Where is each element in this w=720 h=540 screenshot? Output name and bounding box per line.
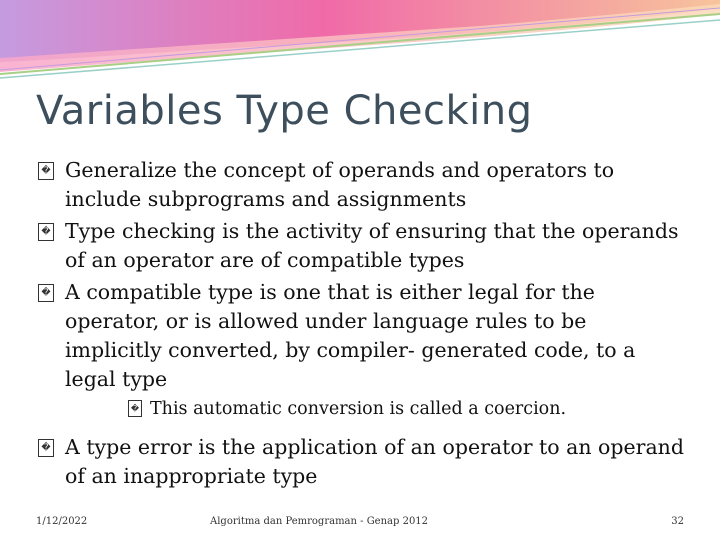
bullet-text: Type checking is the activity of ensuring that the operands of an operator are of compatible types	[65, 219, 679, 272]
bullet-marker-icon: �	[38, 223, 54, 241]
bullet-item	[38, 433, 688, 491]
bullet-text: Generalize the concept of operands and operators to include subprograms and assignments	[65, 158, 615, 211]
bullet-marker-icon: �	[38, 439, 54, 457]
bullet-marker-icon: �	[38, 162, 54, 180]
sub-bullet-text: This automatic conversion is called a coercion.	[150, 399, 567, 419]
bullet-marker-icon: �	[38, 284, 54, 302]
bullet-item	[38, 278, 688, 394]
footer-page-number: 32	[671, 516, 684, 527]
bullet-item	[38, 156, 688, 214]
slide-title: Variables Type Checking	[36, 88, 533, 134]
bullet-text: A compatible type is one that is either legal for the operator, or is allowed under language rules to be implicitly converted, by compiler- generated code, to a legal type	[65, 280, 636, 391]
decorative-banner	[0, 0, 720, 90]
bullet-list	[38, 156, 688, 494]
footer-course: Algoritma dan Pemrograman - Genap 2012	[210, 516, 429, 527]
footer-date: 1/12/2022	[36, 516, 88, 527]
sub-bullet-item	[128, 397, 688, 421]
bullet-text: A type error is the application of an operator to an operand of an inappropriate type	[65, 435, 685, 488]
bullet-item	[38, 217, 688, 275]
sub-bullet-marker-icon: �	[128, 400, 142, 417]
